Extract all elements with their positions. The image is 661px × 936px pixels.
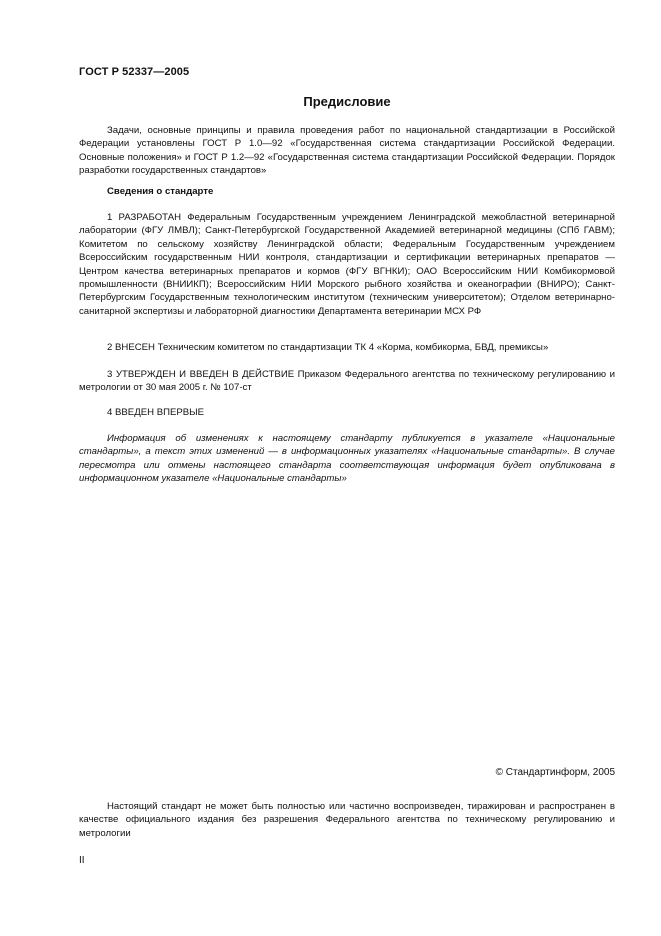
info-heading: Сведения о стандарте: [107, 186, 214, 197]
intro-paragraph: Задачи, основные принципы и правила проведения работ по национальной стандартизации в Российской Федерации установлены ГОСТ Р 1.0—92 «Государственная система стандартизации Российской Федерации. Основные положения» и ГОСТ Р 1.2—92 «Государственная система стандартизации Российской Федерации. Порядок разработки государственных стандартов»: [79, 125, 615, 177]
page-number: II: [79, 855, 85, 866]
changes-note-paragraph: Информация об изменениях к настоящему стандарту публикуется в указателе «Национальные стандарты», а текст этих изменений — в информационных указателях «Национальные стандарты». В случае пересмотра или отмены настоящего стандарта соответствующая информация будет опубликована в информационном указателе «Национальные стандарты»: [79, 433, 615, 485]
copyright-line: © Стандартинформ, 2005: [495, 767, 615, 778]
document-header: ГОСТ Р 52337—2005: [79, 66, 190, 78]
page-title: Предисловие: [303, 94, 391, 109]
item-2-paragraph: 2 ВНЕСЕН Техническим комитетом по стандартизации ТК 4 «Корма, комбикорма, БВД, премиксы»: [107, 342, 549, 353]
item-3-paragraph: 3 УТВЕРЖДЕН И ВВЕДЕН В ДЕЙСТВИЕ Приказом Федерального агентства по техническому регулированию и метрологии от 30 мая 2005 г. № 107-ст: [79, 369, 615, 394]
reproduction-notice-paragraph: Настоящий стандарт не может быть полностью или частично воспроизведен, тиражирован и распространен в качестве официального издания без разрешения Федерального агентства по техническому регулированию и метрологии: [79, 801, 615, 839]
item-4-paragraph: 4 ВВЕДЕН ВПЕРВЫЕ: [107, 407, 205, 418]
item-1-paragraph: 1 РАЗРАБОТАН Федеральным Государственным учреждением Ленинградской межобластной ветеринарной лаборатории (ФГУ ЛМВЛ); Санкт-Петербургской Государственной Академией ветеринарной медицины (СПб ГАВМ); Комитетом по сельскому хозяйству Ленинградской области; Федеральным Государственным учреждением Всероссийским государственным НИИ контроля, стандартизации и сертификации ветеринарных препаратов — Центром качества ветеринарных препаратов и кормов (ФГУ ВГНКИ); ОАО Всероссийским НИИ Комбикормовой промышленности (ВНИИКП); Всероссийским НИИ Морского рыбного хозяйства и океанографии (ВНИРО); Санкт-Петербургским Государственным технологическим институтом (техническим университетом); Отделом ветеринарно-санитарной экспертизы и лабораторной диагностики Департамента ветеринарии МСХ РФ: [79, 212, 615, 317]
